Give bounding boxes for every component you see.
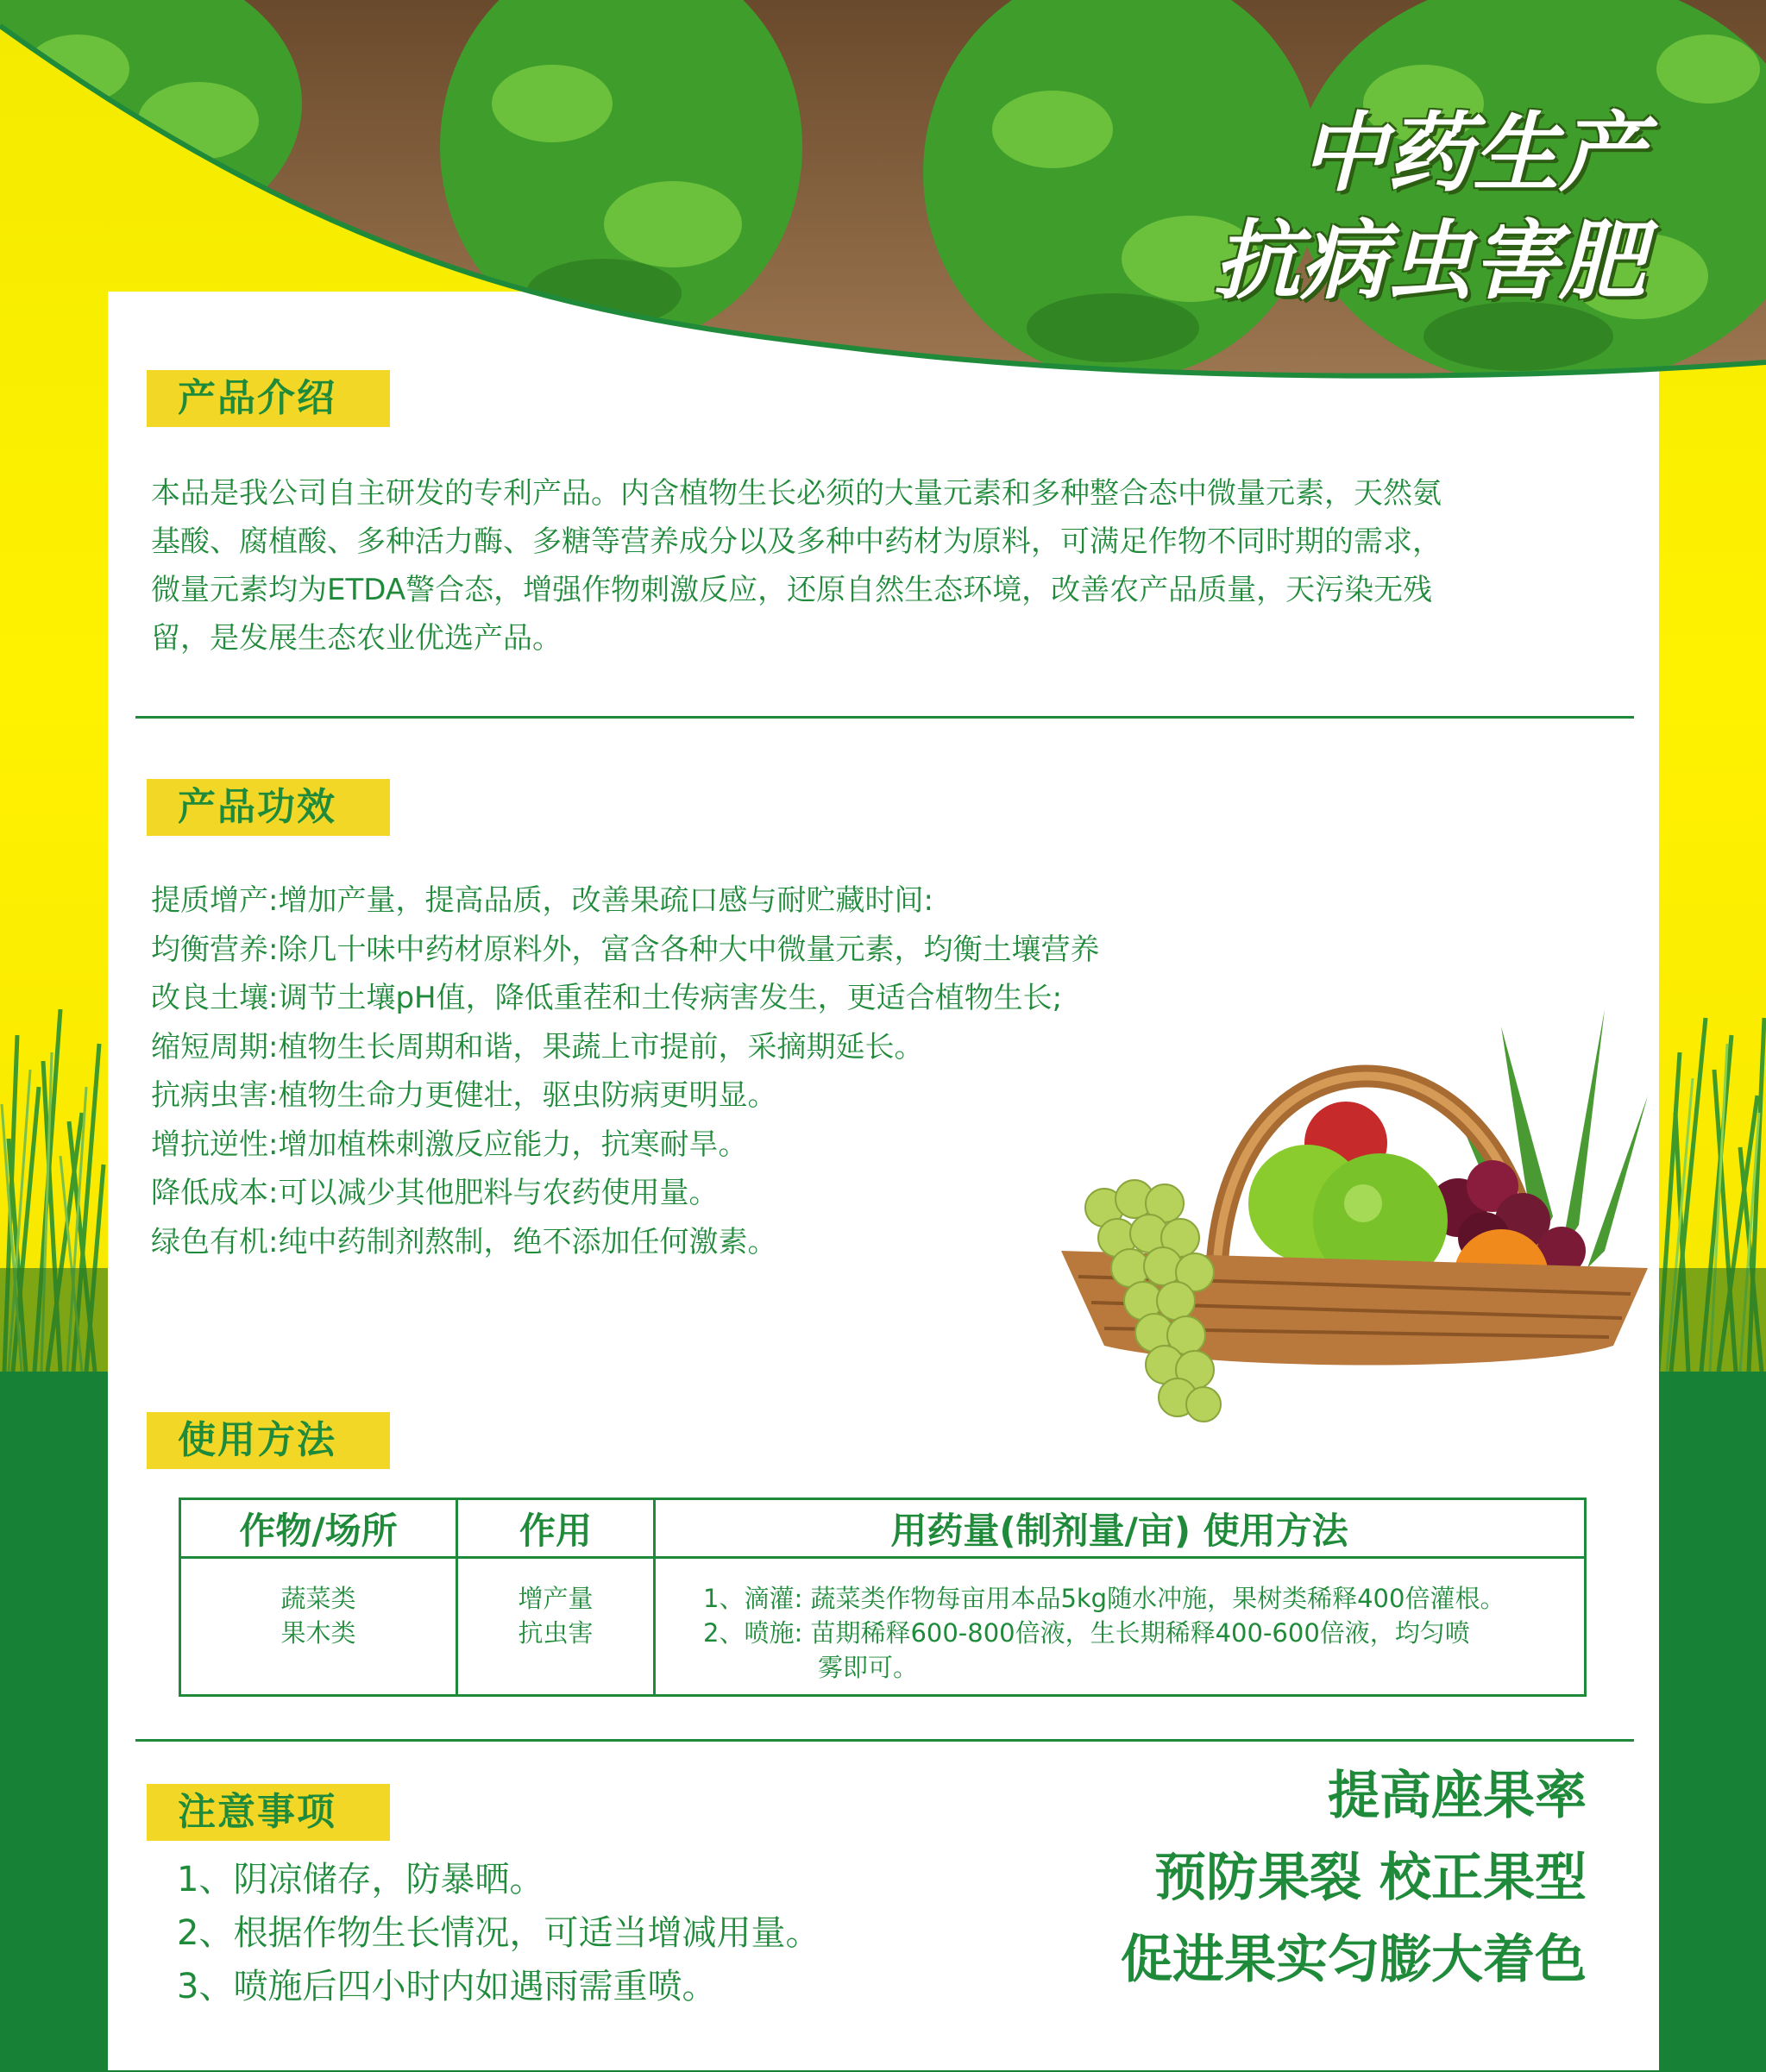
method-line: 雾即可。 xyxy=(818,1653,919,1682)
effect-item: 增抗逆性:增加植株刺激反应能力，抗寒耐旱。 xyxy=(151,1127,748,1162)
slogans xyxy=(1121,1755,1587,2001)
crop-item: 果木类 xyxy=(280,1618,356,1648)
table-header-row xyxy=(180,1499,1586,1558)
crop-item: 蔬菜类 xyxy=(280,1584,356,1613)
effect-item: 抗病虫害:植物生命力更健壮，驱虫防病更明显。 xyxy=(151,1078,777,1113)
effects-heading: 产品功效 xyxy=(147,779,390,836)
effect-item: 改良土壤:调节土壤pH值，降低重茬和土传病害发生，更适合植物生长; xyxy=(151,981,1063,1015)
note-item: 1、阴凉储存，防暴晒。 xyxy=(177,1860,544,1899)
cell-methods xyxy=(655,1558,1586,1696)
method-line: 1、滴灌: 蔬菜类作物每亩用本品5kg随水冲施，果树类稀释400倍灌根。 xyxy=(703,1584,1505,1613)
usage-table xyxy=(179,1497,1587,1697)
effects-list xyxy=(151,876,1099,1266)
slogan-line: 提高座果率 xyxy=(1328,1766,1587,1826)
hero-title-line1: 中药生产 xyxy=(1300,103,1645,204)
notes-list xyxy=(177,1853,820,2013)
effect-item: 降低成本:可以减少其他肥料与农药使用量。 xyxy=(151,1176,719,1210)
effect-item: 提质增产:增加产量，提高品质，改善果疏口感与耐贮藏时间: xyxy=(151,883,933,918)
slogan-line: 预防果裂 校正果型 xyxy=(1154,1848,1587,1908)
method-line: 2、喷施: 苗期稀释600-800倍液，生长期稀释400-600倍液，均匀喷 xyxy=(703,1618,1470,1648)
note-item: 3、喷施后四小时内如遇雨需重喷。 xyxy=(177,1967,717,2006)
hero-title xyxy=(1214,99,1645,315)
intro-line: 微量元素均为ETDA警合态，增强作物刺激反应，还原自然生态环境，改善农产品质量，天污染无残 xyxy=(151,573,1433,607)
col-header-crop: 作物/场所 xyxy=(180,1499,457,1558)
intro-heading: 产品介绍 xyxy=(147,370,390,427)
usage-heading: 使用方法 xyxy=(147,1412,390,1469)
table-row xyxy=(180,1558,1586,1696)
intro-line: 基酸、腐植酸、多种活力酶、多糖等营养成分以及多种中药材为原料，可满足作物不同时期的需求， xyxy=(151,524,1442,559)
divider-usage xyxy=(135,1739,1634,1742)
effect-item: 绿色有机:纯中药制剂熬制，绝不添加任何激素。 xyxy=(151,1224,777,1259)
intro-paragraph xyxy=(151,469,1442,662)
note-item: 2、根据作物生长情况，可适当增减用量。 xyxy=(177,1913,820,1953)
fruit-basket-image xyxy=(1053,992,1656,1458)
cell-effects xyxy=(457,1558,655,1696)
cell-crops xyxy=(180,1558,457,1696)
col-header-effect: 作用 xyxy=(457,1499,655,1558)
slogan-line: 促进果实匀膨大着色 xyxy=(1121,1930,1587,1990)
effect-tag: 增产量 xyxy=(518,1584,594,1613)
grass-left-image xyxy=(0,983,108,1372)
effect-tag: 抗虫害 xyxy=(518,1618,594,1648)
intro-line: 本品是我公司自主研发的专利产品。内含植物生长必须的大量元素和多种整合态中微量元素，天然氨 xyxy=(151,476,1442,511)
divider-intro xyxy=(135,716,1634,719)
intro-line: 留，是发展生态农业优选产品。 xyxy=(151,621,562,656)
notes-heading: 注意事项 xyxy=(147,1784,390,1841)
col-header-method: 用药量(制剂量/亩) 使用方法 xyxy=(655,1499,1586,1558)
grass-right-image xyxy=(1654,983,1766,1372)
hero-title-line2: 抗病虫害肥 xyxy=(1214,210,1645,311)
effect-item: 均衡营养:除几十味中药材原料外，富含各种大中微量元素，均衡土壤营养 xyxy=(151,932,1100,967)
effect-item: 缩短周期:植物生长周期和谐，果蔬上市提前，采摘期延长。 xyxy=(151,1029,924,1064)
